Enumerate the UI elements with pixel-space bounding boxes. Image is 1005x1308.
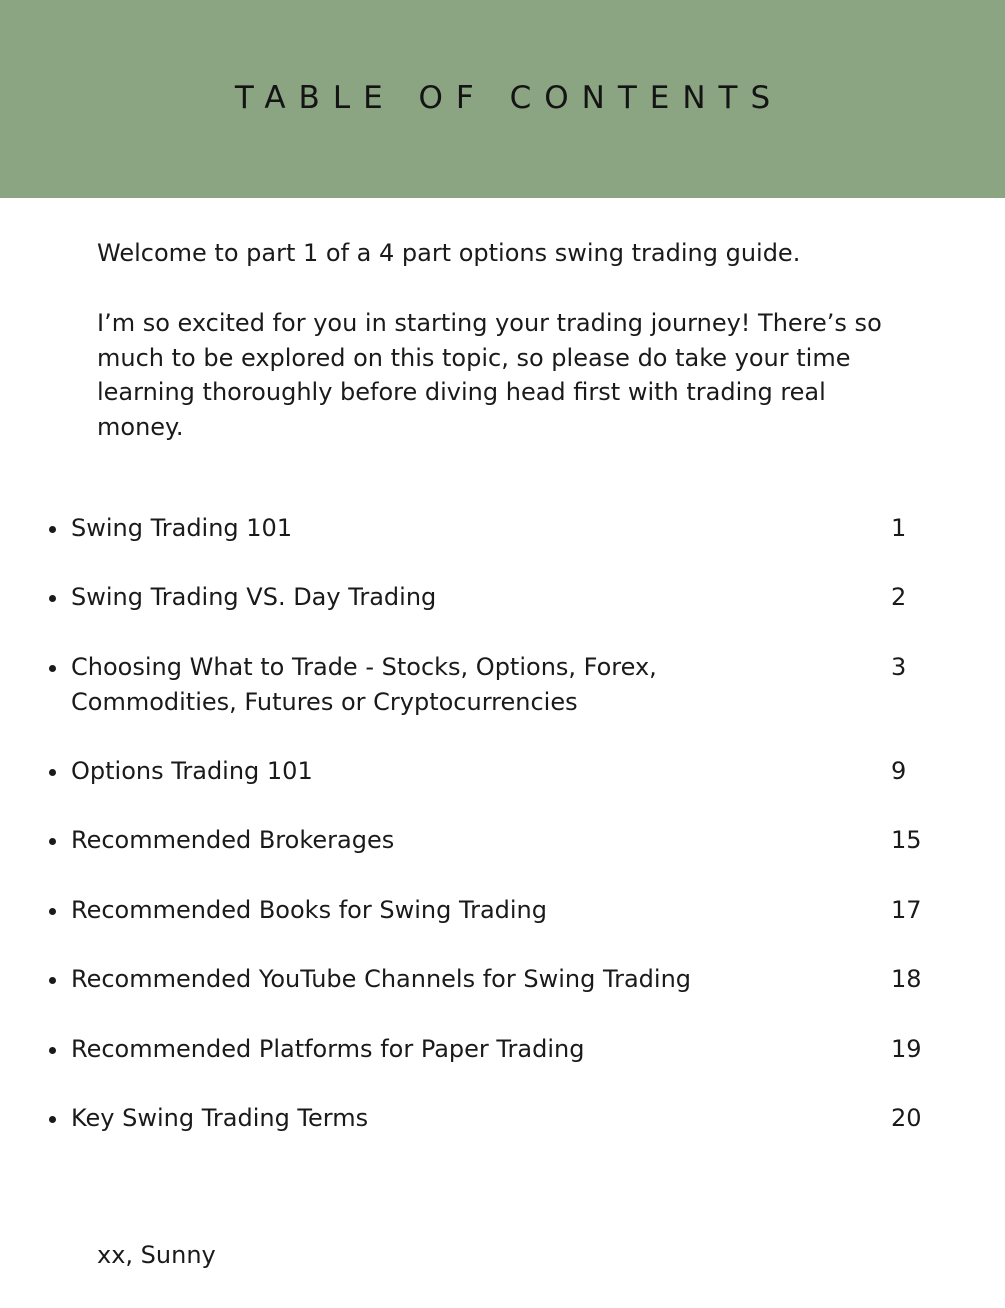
toc-item-page: 2 [891,583,907,611]
toc-item-label: Choosing What to Trade - Stocks, Options, Forex, Commodities, Futures or Cryptocurrencies [71,653,657,716]
toc-item-label: Recommended Brokerages [71,826,395,854]
toc-item-label: Swing Trading VS. Day Trading [71,583,437,611]
toc-item-page: 17 [891,896,922,924]
toc-item-label: Swing Trading 101 [71,514,293,542]
toc-item-label: Recommended YouTube Channels for Swing Trading [71,965,692,993]
toc-item-page: 1 [891,514,907,542]
intro-paragraph-1: Welcome to part 1 of a 4 part options swing trading guide. [97,239,801,267]
bullet-icon [49,1116,56,1123]
page-title: TABLE OF CONTENTS [234,80,784,116]
toc-item-page: 3 [891,653,907,681]
bullet-icon [49,665,56,672]
bullet-icon [49,1047,56,1054]
toc-item-label: Options Trading 101 [71,757,313,785]
toc-item-label: Key Swing Trading Terms [71,1104,369,1132]
toc-item-page: 18 [891,965,922,993]
bullet-icon [49,526,56,533]
toc-item-page: 20 [891,1104,922,1132]
toc-item-page: 9 [891,757,907,785]
bullet-icon [49,908,56,915]
toc-item-page: 19 [891,1035,922,1063]
signoff-text: xx, Sunny [97,1241,216,1269]
bullet-icon [49,769,56,776]
bullet-icon [49,977,56,984]
bullet-icon [49,595,56,602]
intro-paragraph-2: I’m so excited for you in starting your trading journey! There’s so much to be explored on this topic, so please do take your time learning thoroughly before diving head first with trading real money. [97,309,882,441]
toc-item-page: 15 [891,826,922,854]
bullet-icon [49,838,56,845]
toc-item-label: Recommended Platforms for Paper Trading [71,1035,585,1063]
toc-item-label: Recommended Books for Swing Trading [71,896,547,924]
